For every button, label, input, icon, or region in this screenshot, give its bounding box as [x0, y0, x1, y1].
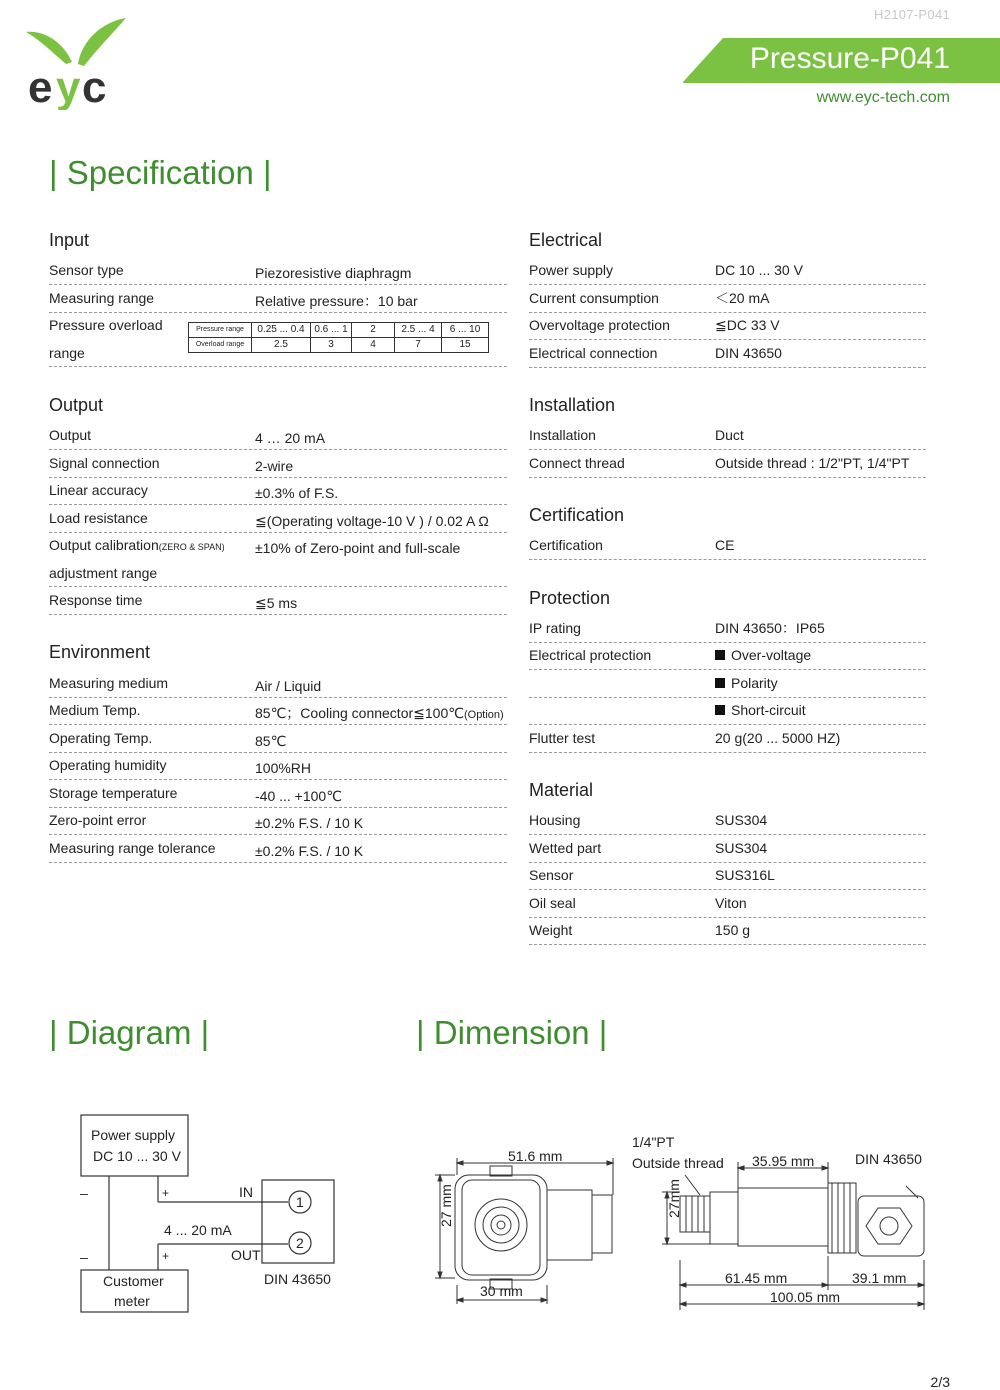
dimension-label: 27 mm — [438, 1184, 454, 1227]
diagram-text: 2 — [296, 1235, 304, 1251]
page-number: 2/3 — [930, 1374, 950, 1390]
diagram-text: Power supply — [91, 1127, 176, 1143]
diagram-text: DIN 43650 — [264, 1271, 331, 1287]
dimension-label: DIN 43650 — [855, 1151, 922, 1167]
dimension-heading: | Dimension | — [416, 1014, 608, 1051]
diagram-text: Customer — [103, 1273, 164, 1289]
diagram-text: – — [80, 1249, 88, 1265]
diagram-text: OUT — [231, 1247, 261, 1263]
svg-text:y: y — [56, 63, 81, 110]
svg-text:c: c — [82, 63, 107, 110]
spec-row: Electrical protection Over-voltage — [529, 642, 926, 670]
dimension-label: 61.45 mm — [725, 1270, 788, 1286]
specification-heading: | Specification | — [49, 154, 272, 191]
diagram-text: + — [162, 1249, 170, 1263]
spec-row-overload: Pressure overload range — [49, 312, 507, 367]
svg-text:e: e — [28, 63, 53, 110]
electrical-heading: Electrical — [529, 230, 603, 250]
logo — [22, 14, 132, 110]
dimension-label: Outside thread — [632, 1155, 724, 1171]
header-line — [683, 82, 1000, 83]
spec-row: Oil seal Viton — [529, 890, 926, 918]
diagram-text: DC 10 ... 30 V — [93, 1148, 181, 1164]
spec-row: Signal connection 2-wire — [49, 450, 507, 478]
bullet-square-icon — [715, 678, 725, 688]
spec-row: Measuring range tolerance ±0.2% F.S. / 10 K — [49, 835, 507, 863]
bullet-square-icon — [715, 705, 725, 715]
diagram-text: 4 ... 20 mA — [164, 1222, 232, 1238]
product-title: Pressure-P041 — [749, 42, 950, 75]
spec-row: Operating humidity 100%RH — [49, 752, 507, 780]
installation-heading: Installation — [529, 395, 616, 415]
spec-row: Installation Duct — [529, 422, 926, 450]
spec-row: IP rating DIN 43650：IP65 — [529, 615, 926, 643]
spec-row: Operating Temp. 85℃ — [49, 725, 507, 753]
spec-row: Storage temperature -40 ... +100℃ — [49, 780, 507, 808]
spec-row: Certification CE — [529, 532, 926, 560]
spec-row: Power supply DC 10 ... 30 V — [529, 257, 926, 285]
spec-row: Measuring medium Air / Liquid — [49, 670, 507, 698]
spec-row: Zero-point error ±0.2% F.S. / 10 K — [49, 807, 507, 835]
dimension-label: 27mm — [666, 1179, 682, 1218]
output-heading: Output — [49, 395, 104, 415]
spec-row: Electrical connection DIN 43650 — [529, 340, 926, 368]
diagram-text: + — [162, 1186, 170, 1200]
spec-row: Load resistance ≦(Operating voltage-10 V ) / 0.02 A Ω — [49, 505, 507, 533]
spec-row: Current consumption ＜20 mA — [529, 285, 926, 313]
spec-row: Measuring range Relative pressure：10 bar — [49, 285, 507, 313]
spec-row: Weight 150 g — [529, 917, 926, 945]
wiring-diagram — [0, 1100, 400, 1330]
dimension-label: 35.95 mm — [752, 1153, 815, 1169]
dimension-label: 100.05 mm — [770, 1289, 841, 1305]
spec-row: Short-circuit — [529, 697, 926, 725]
spec-row: Overvoltage protection ≦DC 33 V — [529, 312, 926, 340]
spec-row: Sensor type Piezoresistive diaphragm — [49, 257, 507, 285]
diagram-text: – — [80, 1185, 88, 1201]
dimension-label: 51.6 mm — [508, 1148, 563, 1164]
website-url[interactable]: www.eyc-tech.com — [816, 89, 950, 106]
spec-row: Sensor SUS316L — [529, 862, 926, 890]
diagram-heading: | Diagram | — [49, 1014, 210, 1051]
spec-row: Wetted part SUS304 — [529, 835, 926, 863]
diagram-text: IN — [239, 1184, 253, 1200]
dimension-label: 39.1 mm — [852, 1270, 907, 1286]
certification-heading: Certification — [529, 505, 625, 525]
spec-row: Polarity — [529, 670, 926, 698]
spec-row: Medium Temp. 85℃；Cooling connector≦100℃(Option) — [49, 697, 507, 725]
protection-heading: Protection — [529, 588, 611, 608]
spec-row-calibration: Output calibration(ZERO & SPAN) ±10% of Zero-point and full-scale adjustment range — [49, 532, 507, 587]
diagram-text: meter — [114, 1293, 150, 1309]
overload-table: Pressure range 0.25 ... 0.4 0.6 ... 1 2 2.5 ... 4 6 ... 10 Overload range 2.5 3 4 7 15 — [188, 322, 489, 353]
spec-row: Response time ≦5 ms — [49, 587, 507, 615]
dimension-label: 1/4"PT — [632, 1134, 675, 1150]
material-heading: Material — [529, 780, 594, 800]
input-heading: Input — [49, 230, 90, 250]
spec-row: Output 4 … 20 mA — [49, 422, 507, 450]
environment-heading: Environment — [49, 642, 151, 662]
bullet-square-icon — [715, 650, 725, 660]
dimension-drawing — [400, 1125, 960, 1315]
spec-row: Flutter test 20 g(20 ... 5000 HZ) — [529, 725, 926, 753]
spec-row: Housing SUS304 — [529, 807, 926, 835]
spec-row: Linear accuracy ±0.3% of F.S. — [49, 477, 507, 505]
diagram-text: 1 — [296, 1194, 304, 1210]
power-supply-box — [81, 1115, 188, 1176]
document-id: H2107-P041 — [874, 7, 950, 22]
spec-row: Connect thread Outside thread : 1/2"PT, 1/4"PT — [529, 450, 926, 478]
dimension-label: 30 mm — [480, 1283, 523, 1299]
